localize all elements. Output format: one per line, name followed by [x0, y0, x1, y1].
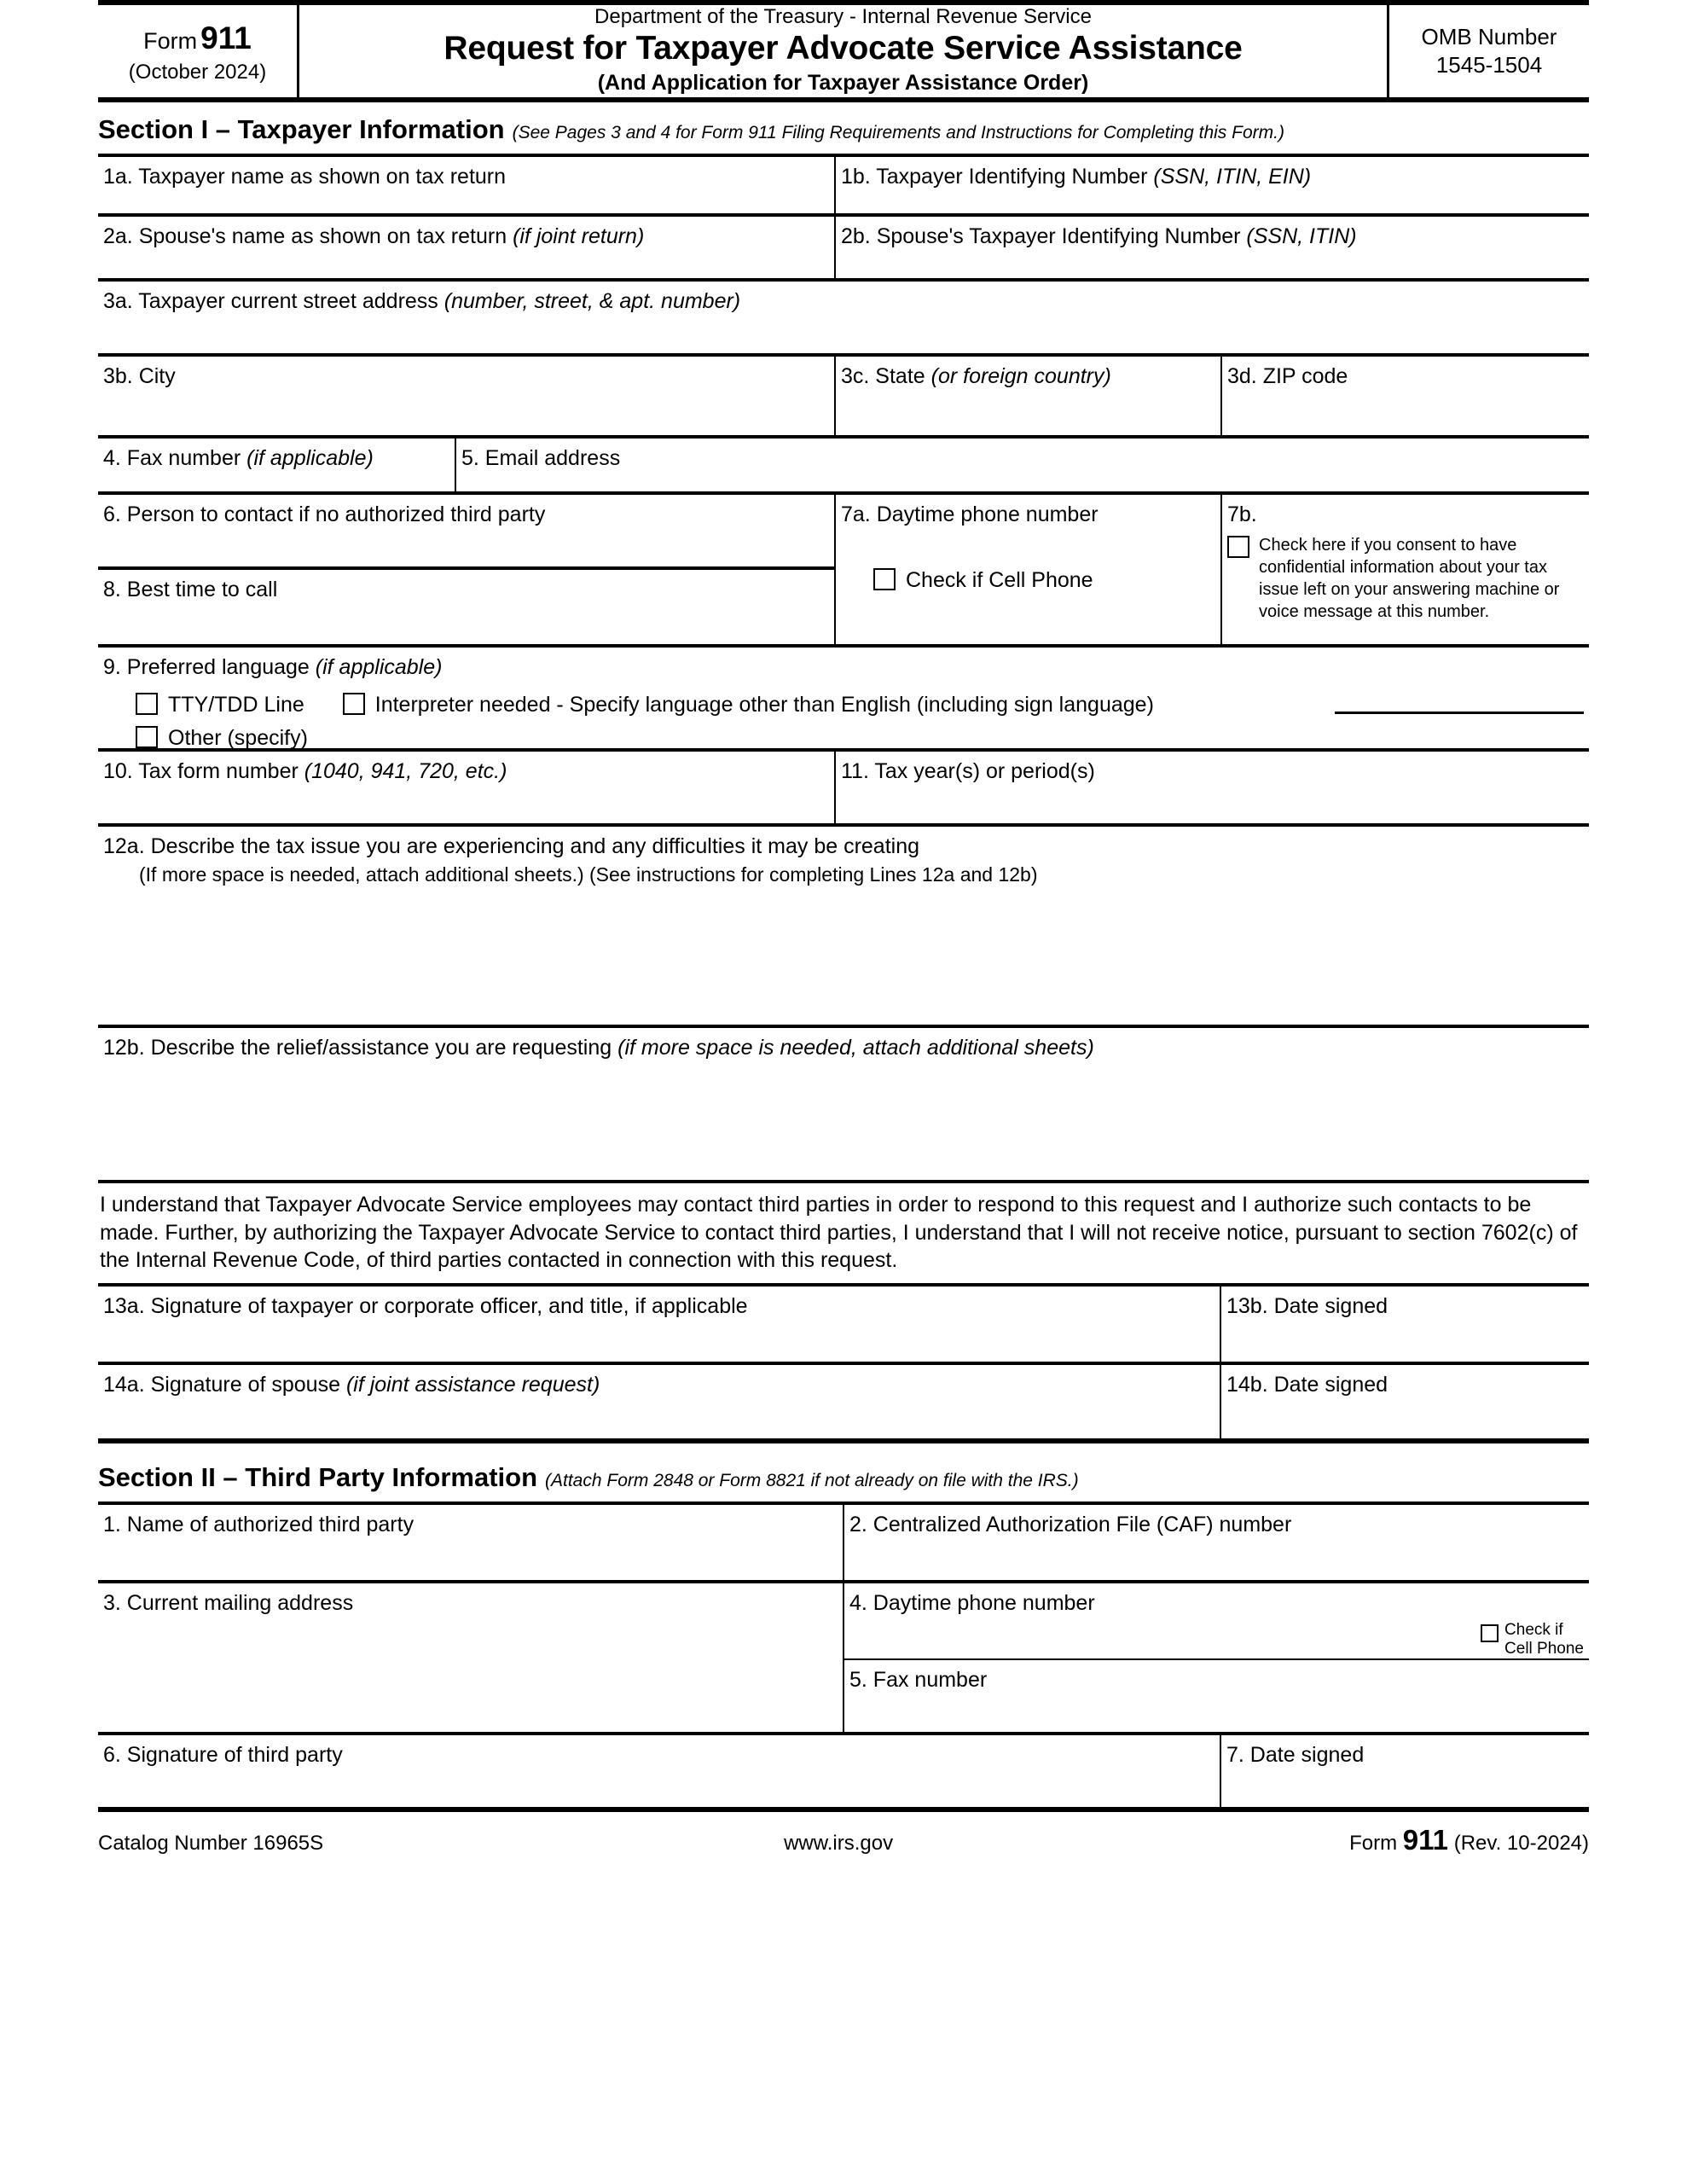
field-7a-label: 7a. Daytime phone number	[841, 502, 1099, 526]
checkbox-icon-other-language[interactable]	[136, 726, 158, 748]
field-7b-consent-checkbox-row[interactable]	[1227, 534, 1589, 623]
row-10-11	[98, 752, 1589, 823]
s2-row-6-7	[98, 1735, 1589, 1807]
s2-field-1-third-party-name[interactable]	[98, 1505, 843, 1580]
s2-field-3-label: 3. Current mailing address	[103, 1590, 354, 1615]
field-8-label: 8. Best time to call	[103, 578, 278, 601]
field-10-label: 10. Tax form number (1040, 941, 720, etc.)	[103, 759, 507, 783]
s2-right-column	[843, 1583, 1589, 1732]
s2-field-7-date-signed[interactable]	[1220, 1735, 1589, 1807]
field-8-best-time-to-call[interactable]	[98, 570, 834, 644]
field-7b-label: 7b.	[1227, 502, 1257, 526]
field-13a-taxpayer-signature[interactable]	[98, 1287, 1220, 1362]
form-word: Form	[143, 27, 198, 54]
section-2-heading	[98, 1443, 1589, 1502]
field-12b-label: 12b. Describe the relief/assistance you are requesting (if more space is needed, attach additional sheets)	[103, 1036, 1094, 1060]
s2-cellphone-label-line1: Check if	[1504, 1620, 1563, 1639]
footer-form-word: Form	[1349, 1831, 1398, 1855]
s2-field-5-label: 5. Fax number	[849, 1667, 988, 1692]
omb-block	[1389, 5, 1589, 97]
field-5-label: 5. Email address	[461, 446, 621, 470]
checkbox-icon-consent[interactable]	[1227, 536, 1249, 558]
field-13a-label: 13a. Signature of taxpayer or corporate officer, and title, if applicable	[103, 1293, 748, 1318]
field-7a-daytime-phone[interactable]	[834, 495, 1220, 644]
form-title: Request for Taxpayer Advocate Service Assistance	[443, 30, 1243, 67]
section-1-heading	[98, 102, 1589, 154]
section-2-note: (Attach Form 2848 or Form 8821 if not already on file with the IRS.)	[545, 1470, 1079, 1490]
field-3b-label: 3b. City	[103, 364, 176, 388]
row-12b	[98, 1028, 1589, 1180]
contact-left-column	[98, 495, 834, 644]
omb-label: OMB Number	[1421, 23, 1557, 49]
form-footer	[98, 1812, 1589, 1856]
field-14b-label: 14b. Date signed	[1226, 1372, 1388, 1397]
s2-field-2-caf-number[interactable]	[843, 1505, 1589, 1580]
field-12a-tax-issue-description[interactable]	[98, 827, 1589, 1025]
omb-number: 1545-1504	[1435, 52, 1543, 78]
s2-field-6-label: 6. Signature of third party	[103, 1742, 343, 1767]
field-1a-taxpayer-name[interactable]	[98, 157, 834, 213]
field-11-label: 11. Tax year(s) or period(s)	[841, 759, 1095, 783]
field-3d-zip[interactable]	[1220, 357, 1589, 435]
field-1a-label: 1a. Taxpayer name as shown on tax return	[103, 165, 507, 189]
footer-website: www.irs.gov	[784, 1831, 894, 1855]
label-tty-tdd: TTY/TDD Line	[168, 692, 304, 717]
field-14a-spouse-signature[interactable]	[98, 1365, 1220, 1438]
row-3bcd	[98, 357, 1589, 435]
field-12b-relief-description[interactable]	[98, 1028, 1589, 1180]
s2-row-1-2	[98, 1505, 1589, 1580]
row-9-preferred-language	[98, 648, 1589, 748]
field-14b-date-signed[interactable]	[1220, 1365, 1589, 1438]
checkbox-icon-tty-tdd[interactable]	[136, 693, 158, 715]
field-3b-city[interactable]	[98, 357, 834, 435]
footer-form-revision: (Rev. 10-2024)	[1453, 1831, 1589, 1855]
field-3c-label: 3c. State (or foreign country)	[841, 364, 1111, 388]
footer-form-number: 911	[1402, 1823, 1449, 1856]
s2-field-4-label: 4. Daytime phone number	[849, 1590, 1095, 1615]
s2-field-1-label: 1. Name of authorized third party	[103, 1512, 415, 1536]
field-1b-taxpayer-tin[interactable]	[834, 157, 1589, 213]
form-number-line	[143, 20, 252, 56]
form-number: 911	[200, 20, 252, 55]
row-14	[98, 1365, 1589, 1438]
row-12a	[98, 827, 1589, 1025]
footer-form-identifier	[1202, 1824, 1589, 1856]
field-2a-label: 2a. Spouse's name as shown on tax return (if joint return)	[103, 224, 645, 248]
s2-field-5-fax-number[interactable]	[844, 1660, 1589, 1731]
header-title-block	[297, 5, 1389, 97]
field-14a-label: 14a. Signature of spouse (if joint assistance request)	[103, 1372, 600, 1397]
field-6-contact-person[interactable]	[98, 495, 834, 566]
header-form-identifier	[98, 5, 297, 97]
s2-field-7-label: 7. Date signed	[1226, 1742, 1365, 1767]
field-12a-label-line1: 12a. Describe the tax issue you are experiencing and any difficulties it may be creating	[103, 834, 920, 858]
form-revision-date: (October 2024)	[128, 60, 267, 84]
field-10-tax-form-number[interactable]	[98, 752, 834, 823]
section-1-title: Section I – Taxpayer Information	[98, 114, 505, 144]
field-2b-spouse-tin[interactable]	[834, 217, 1589, 278]
checkbox-icon-s2-cell-phone[interactable]	[1481, 1624, 1499, 1642]
s2-cellphone-checkbox-row[interactable]	[1481, 1621, 1584, 1660]
s2-field-4-daytime-phone[interactable]	[844, 1583, 1589, 1658]
field-5-email-address[interactable]	[455, 439, 1589, 491]
row-3a	[98, 282, 1589, 353]
field-6-label: 6. Person to contact if no authorized third party	[103, 502, 546, 526]
s2-field-3-mailing-address[interactable]	[98, 1583, 843, 1732]
field-11-tax-years[interactable]	[834, 752, 1589, 823]
form-sheet	[98, 0, 1589, 1856]
row-1	[98, 157, 1589, 213]
field-9-preferred-language	[98, 648, 1589, 748]
field-4-fax-number[interactable]	[98, 439, 455, 491]
field-2a-spouse-name[interactable]	[98, 217, 834, 278]
row-2	[98, 217, 1589, 278]
field-7a-cellphone-label: Check if Cell Phone	[906, 567, 1093, 592]
field-7b-consent[interactable]	[1220, 495, 1589, 644]
checkbox-icon-interpreter[interactable]	[343, 693, 365, 715]
s2-row-3-4-5	[98, 1583, 1589, 1732]
form-header	[98, 0, 1589, 102]
form-subtitle: (And Application for Taxpayer Assistance Order)	[597, 71, 1089, 95]
language-specify-writeline[interactable]	[1335, 712, 1584, 714]
field-1b-label: 1b. Taxpayer Identifying Number (SSN, ITIN, EIN)	[841, 165, 1312, 189]
third-party-contact-consent-paragraph: I understand that Taxpayer Advocate Service employees may contact third parties in order to respond to this request and I authorize such contacts to be made. Further, by authorizing the Taxpayer Advocate Service to contact third parties, I understand that I will not receive notice, pursuant to section 7602(c) of the Internal Revenue Code, of third parties contacted in connection with this request.	[100, 1193, 1578, 1272]
field-13b-date-signed[interactable]	[1220, 1287, 1589, 1362]
label-interpreter: Interpreter needed - Specify language other than English (including sign language)	[374, 692, 1154, 717]
section-2-title: Section II – Third Party Information	[98, 1461, 538, 1492]
row-6-7-8	[98, 495, 1589, 644]
checkbox-icon-cell-phone[interactable]	[873, 568, 896, 590]
field-3c-state[interactable]	[834, 357, 1220, 435]
field-2b-label: 2b. Spouse's Taxpayer Identifying Number (SSN, ITIN)	[841, 224, 1357, 248]
field-13b-label: 13b. Date signed	[1226, 1293, 1388, 1318]
s2-field-2-label: 2. Centralized Authorization File (CAF) number	[849, 1512, 1292, 1536]
field-12a-label-line2: (If more space is needed, attach additional sheets.) (See instructions for completing Lines 12a and 12b)	[139, 863, 1038, 886]
field-7b-consent-text: Check here if you consent to have confidential information about your tax issue left on your answering machine or voice message at this number.	[1259, 535, 1560, 621]
field-4-label: 4. Fax number (if applicable)	[103, 446, 374, 470]
checkbox-row-tty-tdd[interactable]	[136, 693, 304, 717]
row-4-5	[98, 439, 1589, 491]
field-3a-street-address[interactable]	[98, 282, 1589, 353]
row-13	[98, 1287, 1589, 1362]
field-3a-label: 3a. Taxpayer current street address (number, street, & apt. number)	[103, 289, 741, 313]
field-3d-label: 3d. ZIP code	[1227, 364, 1348, 388]
s2-field-6-third-party-signature[interactable]	[98, 1735, 1220, 1807]
checkbox-row-interpreter[interactable]	[343, 693, 1154, 717]
s2-cellphone-label-line2: Cell Phone	[1504, 1640, 1584, 1658]
label-other-language: Other (specify)	[168, 725, 308, 750]
department-line: Department of the Treasury - Internal Revenue Service	[594, 5, 1092, 28]
checkbox-row-other-language[interactable]	[103, 726, 1589, 751]
footer-catalog-number: Catalog Number 16965S	[98, 1831, 324, 1855]
field-9-label: 9. Preferred language (if applicable)	[103, 655, 443, 679]
field-7a-cellphone-checkbox-row[interactable]	[841, 568, 1220, 593]
section-1-note: (See Pages 3 and 4 for Form 911 Filing Requirements and Instructions for Completing this Form.)	[512, 123, 1284, 142]
s2-cellphone-label	[1504, 1621, 1584, 1660]
